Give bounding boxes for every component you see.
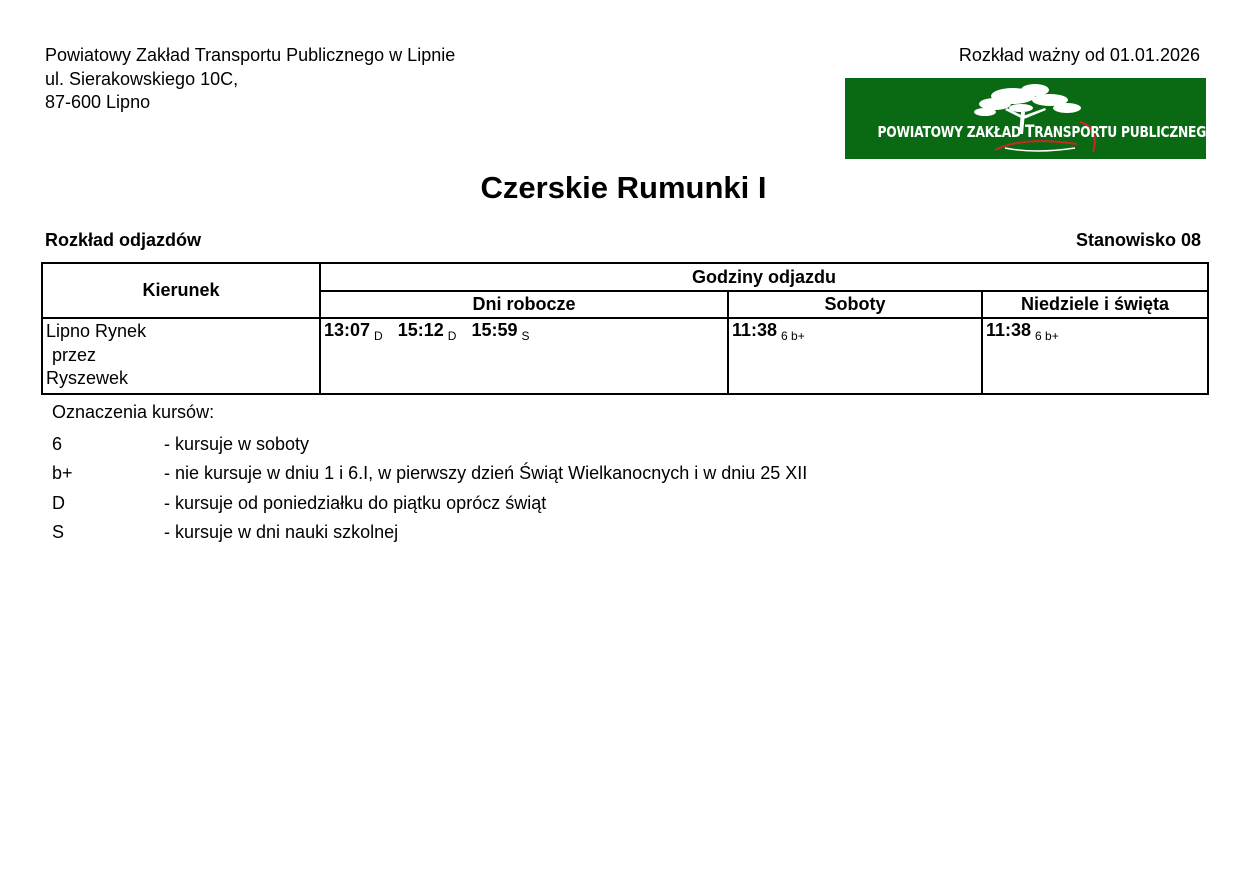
departures-heading: Rozkład odjazdów bbox=[45, 230, 202, 250]
course-mark: S bbox=[521, 329, 530, 343]
departure-time: 15:59 $_S$ bbox=[471, 320, 530, 343]
course-mark: 6 b+ bbox=[781, 329, 805, 343]
legend-code: b+ bbox=[52, 463, 73, 484]
departure-time: 15:12 $_D$ bbox=[397, 320, 457, 343]
operator-city: 87-600 Lipno bbox=[45, 92, 151, 112]
legend-description: - kursuje w dni nauki szkolnej bbox=[164, 521, 399, 542]
saturdays-times-cell bbox=[728, 318, 982, 394]
valid-from-date: Rozkład ważny od 01.01.2026 bbox=[958, 45, 1200, 65]
departures-table bbox=[41, 262, 1209, 395]
departure-time: 13:07 $_D$ bbox=[324, 320, 383, 343]
sundays-header: Niedziele i święta bbox=[982, 291, 1208, 318]
legend-title: Oznaczenia kursów: bbox=[52, 402, 215, 422]
legend-code: 6 bbox=[52, 434, 63, 454]
weekdays-header: Dni robocze bbox=[320, 291, 728, 318]
table-row bbox=[42, 318, 1208, 394]
direction-header: Kierunek bbox=[42, 263, 320, 318]
operator-address bbox=[45, 44, 455, 115]
direction-cell bbox=[42, 318, 320, 394]
legend-description: - kursuje w soboty bbox=[164, 434, 310, 454]
course-mark: D bbox=[374, 329, 383, 343]
saturdays-header: Soboty bbox=[728, 291, 982, 318]
platform-number: Stanowisko 08 bbox=[1075, 230, 1201, 250]
course-mark: D bbox=[447, 329, 457, 343]
sundays-times-cell bbox=[982, 318, 1208, 394]
operator-name: Powiatowy Zakład Transportu Publicznego w Lipnie bbox=[45, 45, 456, 65]
departure-time: 11:38 $_{6 b+}$ bbox=[986, 320, 1059, 343]
weekdays-times-cell bbox=[320, 318, 728, 394]
legend-code: D bbox=[52, 492, 65, 513]
departure-time: 11:38 $_{6 b+}$ bbox=[732, 320, 805, 343]
departure-times-header: Godziny odjazdu bbox=[320, 263, 1208, 291]
operator-street: ul. Sierakowskiego 10C, bbox=[45, 68, 239, 89]
legend-description: - nie kursuje w dniu 1 i 6.I, w pierwszy dzień Świąt Wielkanocnych i w dniu 25 XII bbox=[164, 463, 808, 484]
direction-via-stop: Ryszewek bbox=[46, 368, 129, 388]
direction-destination: Lipno Rynek bbox=[46, 321, 147, 341]
legend-code: S bbox=[52, 521, 65, 542]
operator-logo bbox=[845, 78, 1217, 159]
tree-icon bbox=[845, 78, 1217, 159]
legend-description: - kursuje od poniedziałku do piątku oprócz świąt bbox=[164, 492, 547, 513]
stop-name: Czerskie Rumunki I bbox=[480, 170, 767, 205]
course-mark: 6 b+ bbox=[1035, 329, 1059, 343]
logo-wordmark: POWIATOWY ZAKŁAD TRANSPORTU PUBLICZNEGO bbox=[877, 122, 1217, 142]
direction-via-label: przez bbox=[52, 344, 97, 365]
